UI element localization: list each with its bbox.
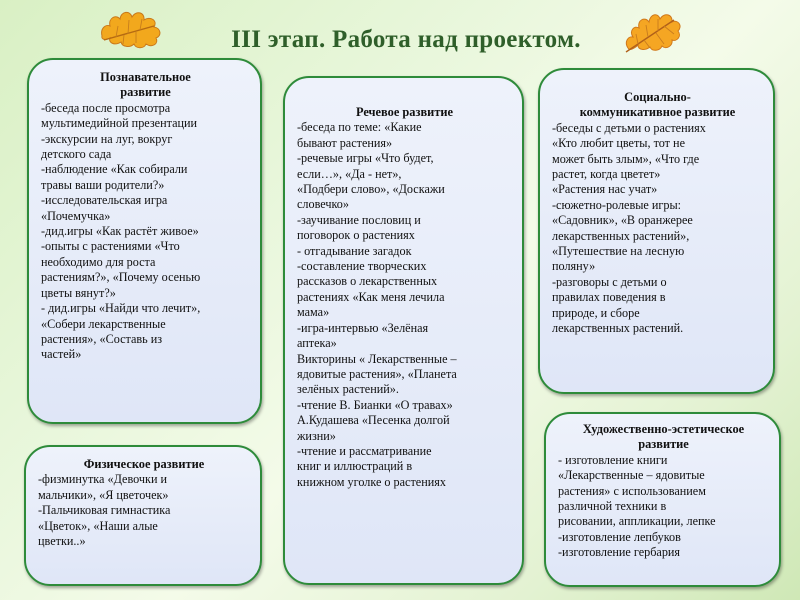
- card-line: «Растения нас учат»: [552, 182, 658, 197]
- oak-leaf-icon: [620, 4, 684, 56]
- oak-leaf-icon: [96, 6, 166, 50]
- card-line: частей»: [41, 347, 82, 362]
- page-title: III этап. Работа над проектом.: [231, 26, 581, 53]
- card-line: -физминутка «Девочки и: [38, 472, 168, 487]
- card-line: правилах поведения в: [552, 290, 666, 305]
- card-line: -речевые игры «Что будет,: [297, 151, 434, 166]
- card-line: детского сада: [41, 147, 112, 162]
- card-line: поляну»: [552, 259, 596, 274]
- card-line: «Цветок», «Наши алые: [38, 518, 158, 533]
- card-line: -игра-интервью «Зелёная: [297, 320, 429, 335]
- card-line: -беседы с детьми о растениях: [552, 120, 706, 135]
- card-line: зелёных растений».: [297, 382, 399, 397]
- card-line: мальчики», «Я цветочек»: [38, 487, 169, 502]
- card-line: цветки..»: [38, 534, 86, 549]
- card-line: лекарственных растений.: [552, 321, 684, 336]
- card-line: «Собери лекарственные: [41, 316, 166, 331]
- card-line: книжном уголке о растениях: [297, 474, 446, 489]
- card-heading-line2: коммуникативное развитие: [579, 105, 736, 120]
- card-heading-line1: Художественно-эстетическое: [582, 422, 745, 436]
- card-line: поговорок о растениях: [297, 228, 415, 243]
- card-speech-development: [283, 76, 524, 585]
- card-body: [41, 101, 250, 363]
- card-line: словечко»: [297, 197, 349, 212]
- card-line: растет, когда цветет»: [552, 167, 661, 182]
- card-line: лекарственных растений»,: [552, 228, 690, 243]
- card-line: природе, и сборе: [552, 305, 640, 320]
- card-line: мама»: [297, 305, 330, 320]
- card-line: книг и иллюстраций в: [297, 459, 413, 474]
- card-line: «Кто любит цветы, тот не: [552, 136, 685, 151]
- card-line: «Подбери слово», «Доскажи: [297, 182, 445, 197]
- card-line: цветы вянут?»: [41, 285, 116, 300]
- card-line: -заучивание пословиц и: [297, 212, 421, 227]
- card-line: - дид.игры «Найди что лечит»,: [41, 301, 201, 316]
- card-line: аптека»: [297, 336, 337, 351]
- card-physical-development: [24, 445, 262, 586]
- card-line: жизни»: [297, 428, 336, 443]
- card-line: -дид.игры «Как растёт живое»: [41, 224, 199, 239]
- card-body: [558, 453, 769, 561]
- card-line: -сюжетно-ролевые игры:: [552, 197, 682, 212]
- card-line: различной техники в: [558, 499, 667, 514]
- card-line: Викторины « Лекарственные –: [297, 351, 457, 366]
- card-heading: Физическое развитие: [83, 457, 205, 471]
- card-line: -наблюдение «Как собирали: [41, 162, 188, 177]
- card-line: растения» с использованием: [558, 483, 706, 498]
- card-line: растениям?», «Почему осенью: [41, 270, 201, 285]
- card-line: «Путешествие на лесную: [552, 244, 685, 259]
- card-line: -чтение В. Бианки «О травах»: [297, 397, 453, 412]
- card-line: растения», «Составь из: [41, 331, 163, 346]
- card-heading-line2: развитие: [638, 437, 689, 452]
- card-line: рассказов о лекарственных: [297, 274, 438, 289]
- card-line: необходимо для роста: [41, 254, 156, 269]
- card-line: -опыты с растениями «Что: [41, 239, 180, 254]
- card-line: -беседа после просмотра: [41, 100, 171, 115]
- card-artistic-development: [544, 412, 781, 587]
- card-line: -изготовление гербария: [558, 545, 681, 560]
- card-line: -исследовательская игра: [41, 193, 168, 208]
- card-line: -Пальчиковая гимнастика: [38, 503, 171, 518]
- card-heading: Речевое развитие: [355, 105, 454, 119]
- card-body: [38, 472, 250, 549]
- card-line: если…», «Да - нет»,: [297, 166, 402, 181]
- card-line: - изготовление книги: [558, 452, 668, 467]
- card-heading-line1: Социально-: [624, 90, 691, 104]
- card-line: -беседа по теме: «Какие: [297, 120, 422, 135]
- card-social-development: [538, 68, 775, 394]
- card-line: -разговоры с детьми о: [552, 274, 667, 289]
- card-cognitive-development: [27, 58, 262, 424]
- card-line: бывают растения»: [297, 135, 393, 150]
- card-line: -изготовление лепбуков: [558, 529, 681, 544]
- card-line: «Садовник», «В оранжерее: [552, 213, 693, 228]
- card-body: [552, 121, 763, 337]
- card-line: «Почемучка»: [41, 208, 111, 223]
- card-line: может быть злым», «Что где: [552, 151, 700, 166]
- card-body: [297, 120, 512, 490]
- card-line: - отгадывание загадок: [297, 243, 412, 258]
- card-line: рисовании, аппликации, лепке: [558, 514, 716, 529]
- card-line: «Лекарственные – ядовитые: [558, 468, 705, 483]
- card-line: -экскурсии на луг, вокруг: [41, 131, 173, 146]
- card-line: -составление творческих: [297, 259, 427, 274]
- card-line: мультимедийной презентации: [41, 116, 198, 131]
- card-line: растениях «Как меня лечила: [297, 289, 445, 304]
- card-line: А.Кудашева «Песенка долгой: [297, 413, 450, 428]
- card-line: травы ваши родители?»: [41, 177, 165, 192]
- card-heading: Познавательное развитие: [100, 70, 191, 100]
- card-line: -чтение и рассматривание: [297, 443, 432, 458]
- card-line: ядовитые растения», «Планета: [297, 366, 457, 381]
